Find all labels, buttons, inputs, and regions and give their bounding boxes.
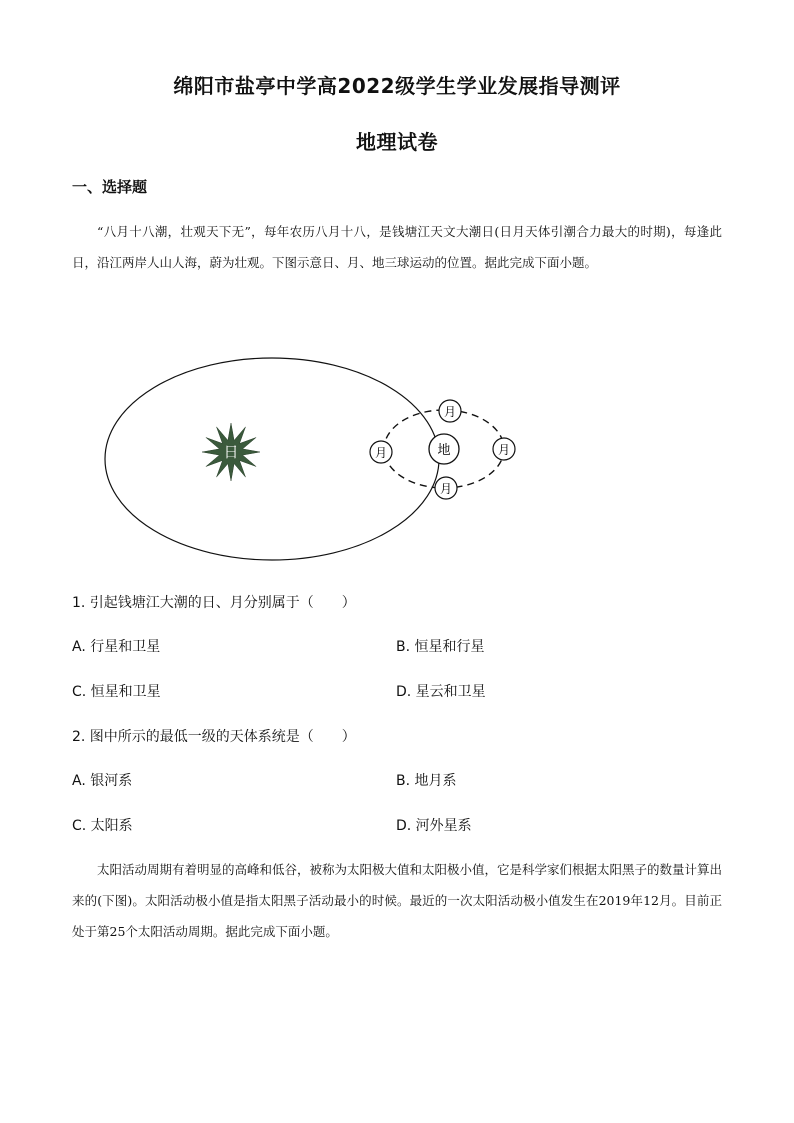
q2-option-a[interactable]: A. 银河系 — [72, 773, 133, 789]
question-2-stem: 2. 图中所示的最低一级的天体系统是（ ） — [72, 729, 356, 745]
q2-option-d[interactable]: D. 河外星系 — [396, 818, 472, 834]
sun-earth-moon-diagram — [100, 355, 530, 565]
section-heading: 一、选择题 — [72, 178, 148, 196]
moon-right — [493, 438, 515, 460]
question-1-stem: 1. 引起钱塘江大潮的日、月分别属于（ ） — [72, 595, 356, 611]
exam-subtitle: 地理试卷 — [356, 130, 438, 154]
exam-title: 绵阳市盐亭中学高2022级学生学业发展指导测评 — [173, 74, 621, 98]
moon-label: 月 — [497, 443, 511, 457]
moon-label: 月 — [439, 482, 453, 496]
moon-top — [439, 400, 461, 422]
q1-option-d[interactable]: D. 星云和卫星 — [396, 684, 486, 700]
q2-option-c[interactable]: C. 太阳系 — [72, 818, 133, 834]
q1-option-a[interactable]: A. 行星和卫星 — [72, 639, 161, 655]
q1-option-c[interactable]: C. 恒星和卫星 — [72, 684, 161, 700]
moon-bottom — [435, 477, 457, 499]
q2-option-b[interactable]: B. 地月系 — [396, 773, 457, 789]
earth-label: 地 — [437, 443, 451, 458]
moon-label: 月 — [374, 446, 388, 460]
passage-solar-activity: 太阳活动周期有着明显的高峰和低谷，被称为太阳极大值和太阳极小值，它是科学家们根据太阳黑子的数量计算出来的(下图)。太阳活动极小值是指太阳黑子活动最小的时候。最近的一次太阳活动极小值发生在2019年12月。目前正处于第25个太阳活动周期。据此完成下面小题。 — [72, 862, 723, 939]
moon-label: 月 — [443, 405, 457, 419]
q1-option-b[interactable]: B. 恒星和行星 — [396, 639, 485, 655]
sun-label: 日 — [223, 443, 239, 461]
passage-tide: “八月十八潮，壮观天下无”，每年农历八月十八，是钱塘江天文大潮日(日月天体引潮合力最大的时期)，每逢此日，沿江两岸人山人海，蔚为壮观。下图示意日、月、地三球运动的位置。据此完成下面小题。 — [72, 224, 722, 270]
moon-left — [370, 441, 392, 463]
